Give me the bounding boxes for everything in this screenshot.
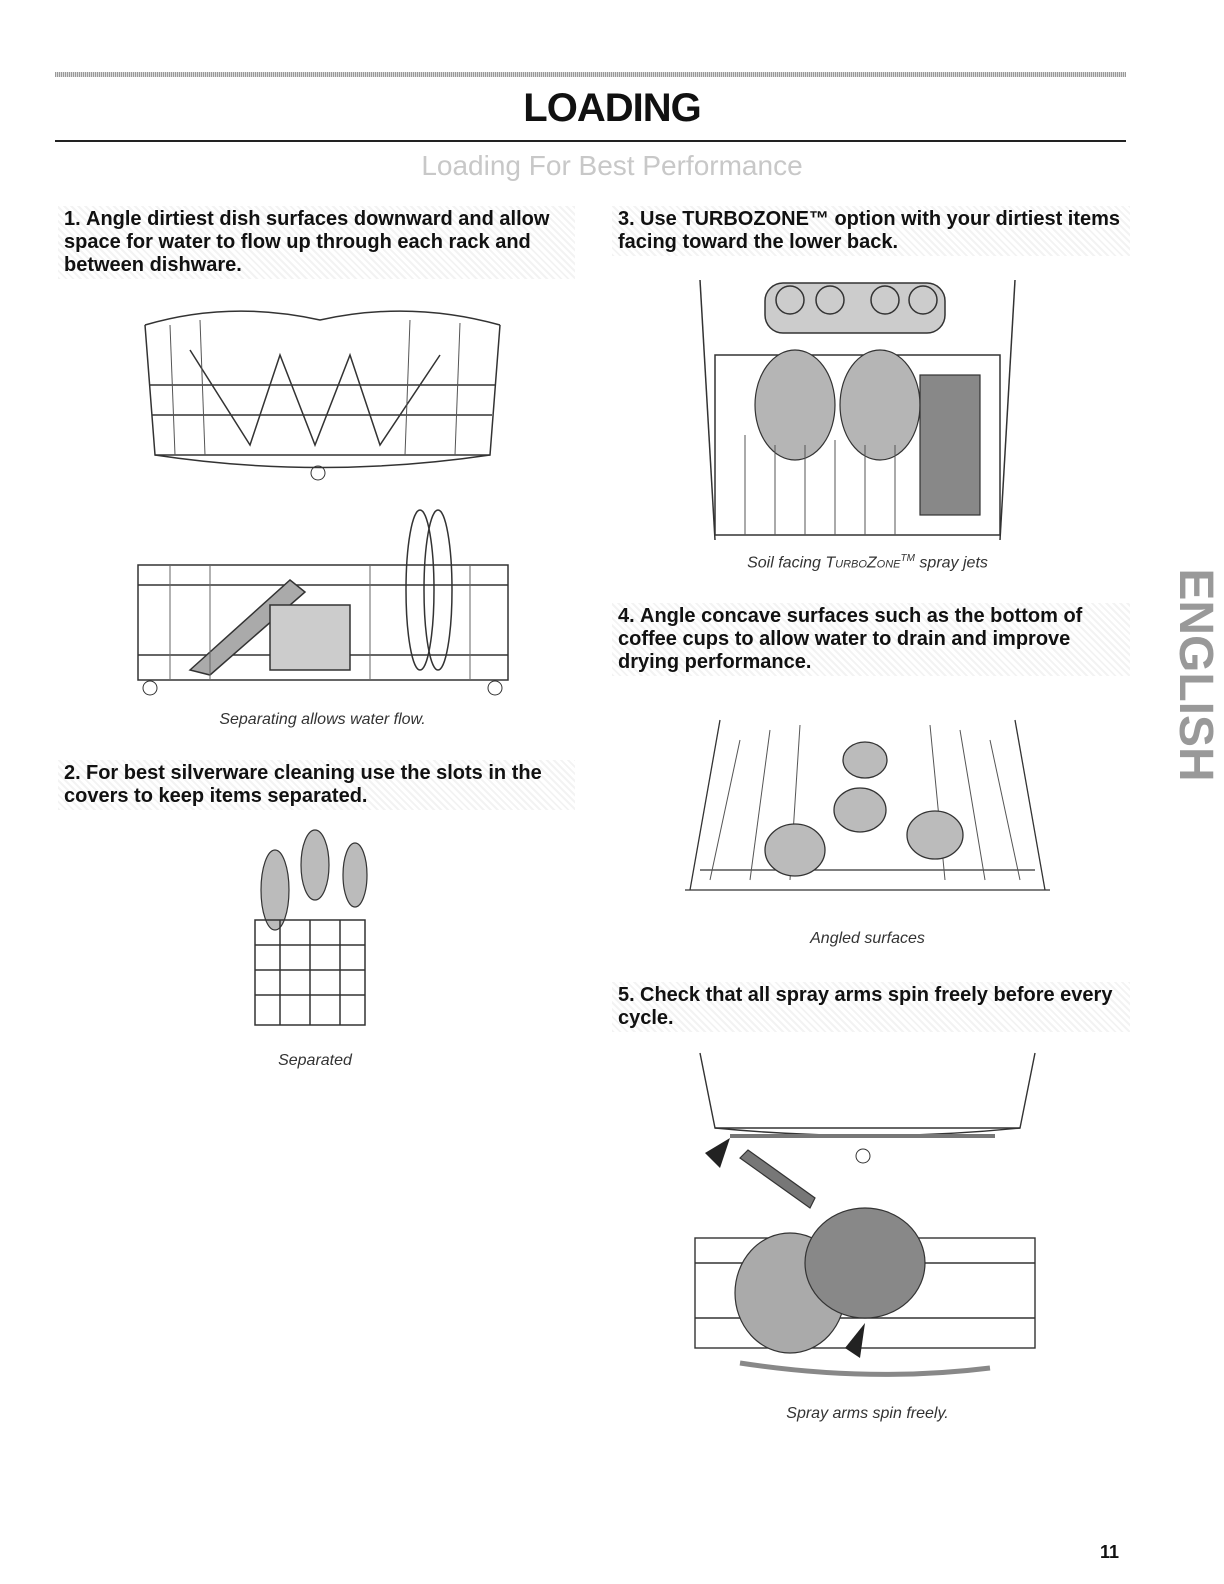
step-5: [612, 982, 1130, 1032]
upper-rack-illustration: [140, 295, 505, 485]
spray-arms-illustration: [690, 1048, 1040, 1393]
step-1: [58, 206, 575, 279]
step-text: Check that all spray arms spin freely before every cycle.: [618, 984, 1113, 1029]
step-text: Use TURBOZONE™ option with your dirtiest items facing toward the lower back.: [618, 208, 1121, 253]
step-3: [612, 206, 1130, 256]
caption-spray: Spray arms spin freely.: [786, 1405, 949, 1422]
caption-separating: Separating allows water flow.: [219, 711, 426, 728]
step-2: [58, 760, 575, 810]
page-number: 11: [1100, 1542, 1120, 1562]
step-number: 4.: [618, 605, 635, 627]
step-text: Angle concave surfaces such as the bottom of coffee cups to allow water to drain and improve drying performance.: [618, 605, 1083, 673]
step-text: For best silverware cleaning use the slots in the covers to keep items separated.: [64, 762, 542, 807]
arrow-icon: [705, 1138, 730, 1168]
caption-soil-pre: Soil facing: [747, 554, 826, 572]
step-number: 5.: [618, 984, 635, 1006]
silverware-basket-illustration: [240, 830, 380, 1040]
top-decorative-rule: [55, 72, 1126, 77]
caption-angled: Angled surfaces: [810, 930, 925, 947]
section-subtitle: Loading For Best Performance: [421, 150, 803, 181]
turbozone-rack-illustration: [695, 275, 1020, 540]
step-number: 1.: [64, 208, 81, 230]
caption-soil-brand: TurboZone: [825, 554, 901, 572]
caption-soil-post: spray jets: [914, 554, 988, 572]
angled-cups-illustration: [680, 700, 1055, 910]
caption-separated: Separated: [278, 1052, 352, 1069]
step-number: 2.: [64, 762, 81, 784]
title-rule: [55, 140, 1126, 142]
side-tab-text: ENGLISH: [1169, 568, 1222, 782]
caption-soil-facing: [680, 553, 1055, 572]
step-4: [612, 603, 1130, 676]
lower-rack-illustration: [130, 510, 515, 705]
step-number: 3.: [618, 208, 635, 230]
page-title: LOADING: [523, 86, 701, 130]
arrow-icon: [845, 1323, 865, 1358]
step-text: Angle dirtiest dish surfaces downward and allow space for water to flow up through each rack and between dishware.: [64, 208, 550, 276]
caption-soil-tm: TM: [900, 553, 915, 564]
side-language-tab: [1150, 560, 1222, 790]
